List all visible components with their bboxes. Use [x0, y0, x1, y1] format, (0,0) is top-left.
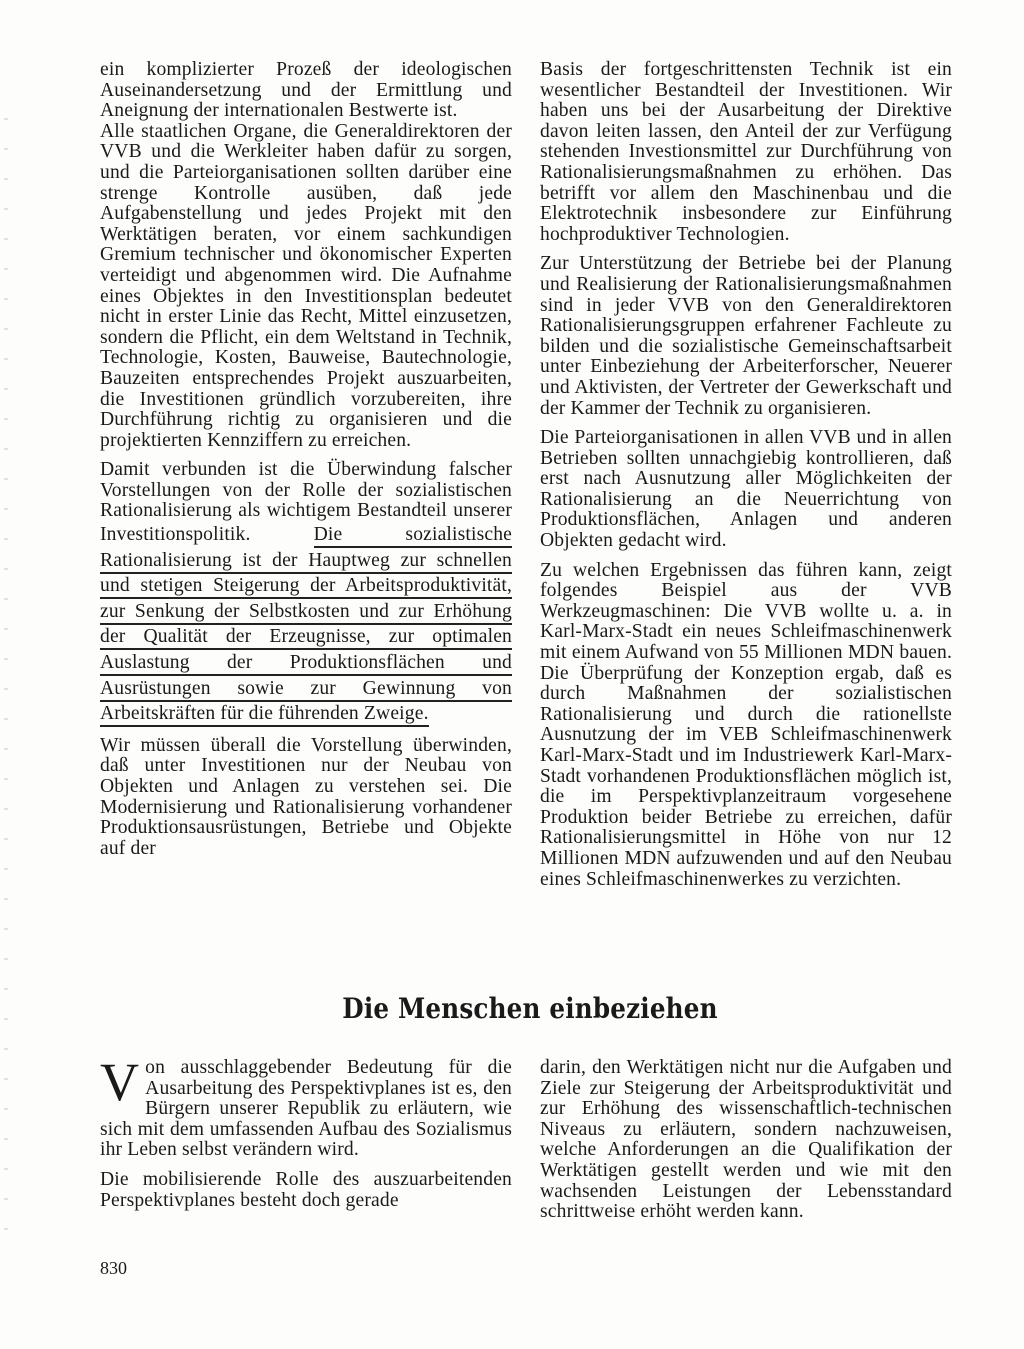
right-column-bottom — [540, 1058, 952, 1223]
paragraph: Zu welchen Ergebnissen das führen kann, zeigt folgendes Beispiel aus der VVB Werkzeugmaschinen: Die VVB wollte u. a. in Karl-Marx-Stadt ein neues Schleifmaschinenwerk mit einem Aufwand von 55 Millionen MDN bauen. Die Überprüfung der Konzeption ergab, daß es durch Maßnahmen der sozialistischen Rationalisierung und durch die rationellste Ausnutzung der im VEB Schleifmaschinenwerk Karl-Marx-Stadt und im Industriewerk Karl-Marx-Stadt vorhandenen Produktionsflächen möglich ist, die im Perspektivplanzeitraum vorgesehene Produktion beider Betriebe zu erreichen, dafür Rationalisierungsmittel in Höhe von nur 12 Millionen MDN aufzuwenden und auf den Neubau eines Schleifmaschinenwerkes zu verzichten. — [540, 559, 952, 890]
paragraph: Die mobilisierende Rolle des auszuarbeitenden Perspektivplanes besteht doch gerade — [100, 1168, 512, 1211]
paragraph-with-emphasis — [100, 460, 512, 727]
left-column-top — [100, 60, 512, 859]
scan-margin-specks — [4, 90, 8, 1240]
left-column-bottom — [100, 1052, 512, 1211]
right-column-top — [540, 60, 952, 890]
paragraph: Zur Unterstützung der Betriebe bei der Planung und Realisierung der Rationalisierungsmaßnahmen sind in jeder VVB von den Generaldirektoren Rationalisierungsgruppen erfahrener Fachleute zu bilden und die sozialistische Gemeinschaftsarbeit unter Einbeziehung der Arbeiterforscher, Neuerer und Aktivisten, der Vertreter der Gewerkschaft und der Kammer der Technik zu organisieren. — [540, 253, 952, 419]
paragraph: Die Parteiorganisationen in allen VVB und in allen Betrieben sollten unnachgiebig kontrollieren, daß erst nach Ausnutzung aller Möglichkeiten der Rationalisierung an die Neuerrichtung von Produktionsflächen, Anlagen und anderen Objekten gedacht wird. — [540, 427, 952, 552]
drop-cap: V — [100, 1052, 140, 1112]
page-number: 830 — [100, 1258, 127, 1278]
underlined-emphasis: Die sozialistische Rationalisierung ist der Hauptweg zur schnellen und stetigen Steigerung der Arbeitsproduktivität, zur Senkung der Selbstkosten und zur Erhöhung der Qualität der Erzeugnisse, zur optimalen Auslastung der Produktionsflächen und Ausrüstungen sowie zur Gewinnung von Arbeitskräften für die führenden Zweige. — [100, 524, 512, 727]
paragraph: Alle staatlichen Organe, die Generaldirektoren der VVB und die Werkleiter haben dafür zu sorgen, und die Parteiorganisationen sollten darüber eine strenge Kontrolle ausüben, daß jede Aufgabenstellung und jedes Projekt mit den Werktätigen beraten, vor einem sachkundigen Gremium technischer und ökonomischer Experten verteidigt und abgenommen wird. Die Aufnahme eines Objektes in den Investitionsplan bedeutet nicht in erster Linie das Recht, Mittel einzusetzen, sondern die Pflicht, ein dem Weltstand in Technik, Technologie, Kosten, Bauweise, Bautechnologie, Bauzeiten entsprechendes Projekt auszuarbeiten, die Investitionen gründlich vorzubereiten, ihre Durchführung richtig zu organisieren und die projektierten Kennziffern zu erreichen. — [100, 120, 512, 451]
section-heading: Die Menschen einbeziehen — [342, 992, 718, 1025]
paragraph-text: Damit verbunden ist die Überwindung falscher Vorstellungen von der Rolle der sozialistischen Rationalisierung als wichtigem Bestandteil unserer Investitionspolitik. — [100, 459, 512, 546]
paragraph — [100, 1052, 512, 1161]
paragraph: ein komplizierter Prozeß der ideologischen Auseinandersetzung und der Ermittlung und Aneignung der internationalen Bestwerte ist. — [100, 59, 512, 122]
paragraph: darin, den Werktätigen nicht nur die Aufgaben und Ziele zur Steigerung der Arbeitsproduktivität und zur Erhöhung des wissenschaftlich-technischen Niveaus zu erläutern, sondern nachzuweisen, welche Anforderungen an die Qualifikation der Werktätigen gestellt werden und wie mit den wachsenden Leistungen der Lebensstandard schrittweise erhöht werden kann. — [540, 1057, 952, 1223]
paragraph: Wir müssen überall die Vorstellung überwinden, daß unter Investitionen nur der Neubau von Objekten und Anlagen zu verstehen sei. Die Modernisierung und Rationalisierung vorhandener Produktionsausrüstungen, Betriebe und Objekte auf der — [100, 734, 512, 859]
paragraph: Basis der fortgeschrittensten Technik ist ein wesentlicher Bestandteil der Investitionen. Wir haben uns bei der Ausarbeitung der Direktive davon leiten lassen, den Anteil der zur Verfügung stehenden Investionsmittel zur Durchführung von Rationalisierungsmaßnahmen zu erhöhen. Das betrifft vor allem den Maschinenbau und die Elektrotechnik insbesondere zur Einführung hochproduktiver Technologien. — [540, 59, 952, 245]
paragraph-text: on ausschlaggebender Bedeutung für die Ausarbeitung des Perspektivplanes ist es, den Bürgern unserer Republik zu erläutern, wie sich mit dem umfassenden Aufbau des Sozialismus ihr Leben selbst verändern wird. — [100, 1057, 512, 1161]
